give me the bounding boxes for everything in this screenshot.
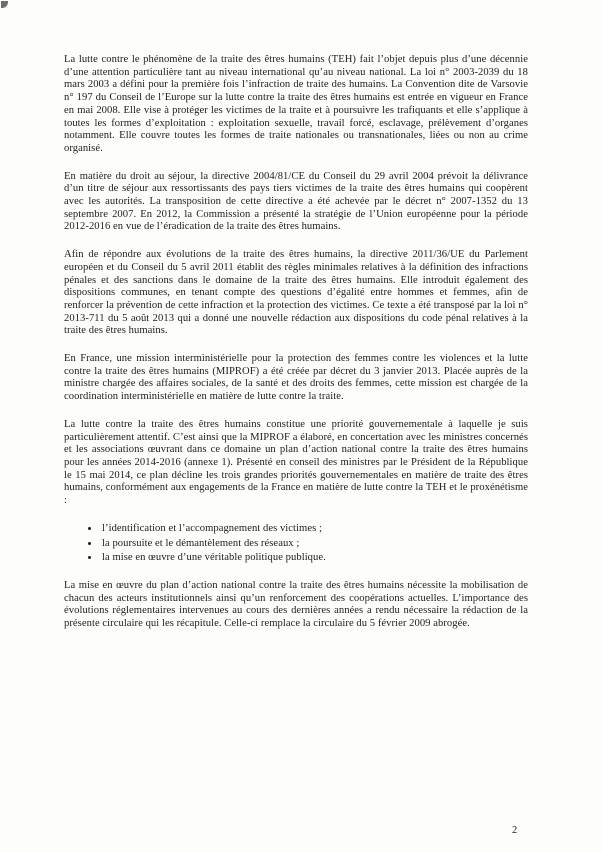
priorities-bullet-list [64,523,528,565]
paragraph-miprof: En France, une mission interministérielle pour la protection des femmes contre les violences et la lutte contre la traite des êtres humains (MIPROF) a été créée par décret du 3 janvier 2013. Placée auprès de la ministre chargée des affaires sociales, de la santé et des droits des femmes, cette mission est chargée de la coordination interministérielle en matière de lutte contre la traite. [64,353,528,403]
document-body [64,54,528,646]
paragraph-closing: La mise en œuvre du plan d’action national contre la traite des êtres humains nécessite la mobilisation de chacun des acteurs institutionnels ainsi qu’un renforcement des coopérations actuelles. L’importance des évolutions réglementaires intervenues au cours des dernières années a rendu nécessaire la rédaction de la présente circulaire qui les récapitule. Celle-ci remplace la circulaire du 5 février 2009 abrogée. [64,579,528,630]
bullet-item-poursuite: • la poursuite et le démantèlement des réseaux ; [100,538,528,551]
paragraph-plan-action: La lutte contre la traite des êtres humains constitue une priorité gouvernementale à laquelle je suis particulièrement attentif. C’est ainsi que la MIPROF a élaboré, en concertation avec les ministres concernés et les associations œuvrant dans ce domaine un plan d’action national contre la traite des êtres humains pour les années 2014-2016 (annexe 1). Présenté en conseil des ministres par le Président de la République le 15 mai 2014, ce plan décline les trois grandes priorités gouvernementales en matière de traite des êtres humains, conformément aux engagements de la France en matière de lutte contre la TEH et le proxénétisme : [64,418,528,507]
scan-artifact [1,1,8,8]
bullet-item-identification: • l’identification et l’accompagnement des victimes ; [100,523,528,536]
paragraph-droit-sejour: En matière du droit au séjour, la directive 2004/81/CE du Conseil du 29 avril 2004 prévoit la délivrance d’un titre de séjour aux ressortissants des pays tiers victimes de la traite des êtres humains qui coopèrent avec les autorités. La transposition de cette directive a été achevée par le décret n° 2007-1352 du 13 septembre 2007. En 2012, la Commission a présenté la stratégie de l’Union européenne pour la période 2012-2016 en vue de l’éradication de la traite des êtres humains. [64,170,528,233]
paragraph-intro-teh: La lutte contre le phénomène de la traite des êtres humains (TEH) fait l’objet depuis plus d’une décennie d’une attention particulière tant au niveau international qu’au niveau national. La loi n° 2003-2039 du 18 mars 2003 a défini pour la première fois l’infraction de traite des humains. La Convention dite de Varsovie n° 197 du Conseil de l’Europe sur la lutte contre la traite des êtres humains est entrée en vigueur en France en mai 2008. Elle vise à protéger les victimes de la traite et à poursuivre les trafiquants et elle s’applique à toutes les formes d’exploitation : exploitation sexuelle, travail forcé, esclavage, prélèvement d’organes notamment. Elle couvre toutes les formes de traite nationales ou transnationales, liées ou non au crime organisé. [64,54,528,154]
page-number: 2 [512,825,518,836]
bullet-item-politique-publique: • la mise en œuvre d’une véritable politique publique. [100,552,528,565]
paragraph-directive-2011: Afin de répondre aux évolutions de la traite des êtres humains, la directive 2011/36/UE du Parlement européen et du Conseil du 5 avril 2011 établit des règles minimales relatives à la définition des infractions pénales et des sanctions dans le domaine de la traite des êtres humains. Elle introduit également des dispositions communes, en tenant compte des questions d’égalité entre hommes et femmes, afin de renforcer la prévention de cette infraction et la protection des victimes. Ce texte a été transposé par la loi n° 2013-711 du 5 août 2013 qui a donné une nouvelle rédaction aux dispositions du code pénal relatives à la traite des êtres humains. [64,249,528,337]
